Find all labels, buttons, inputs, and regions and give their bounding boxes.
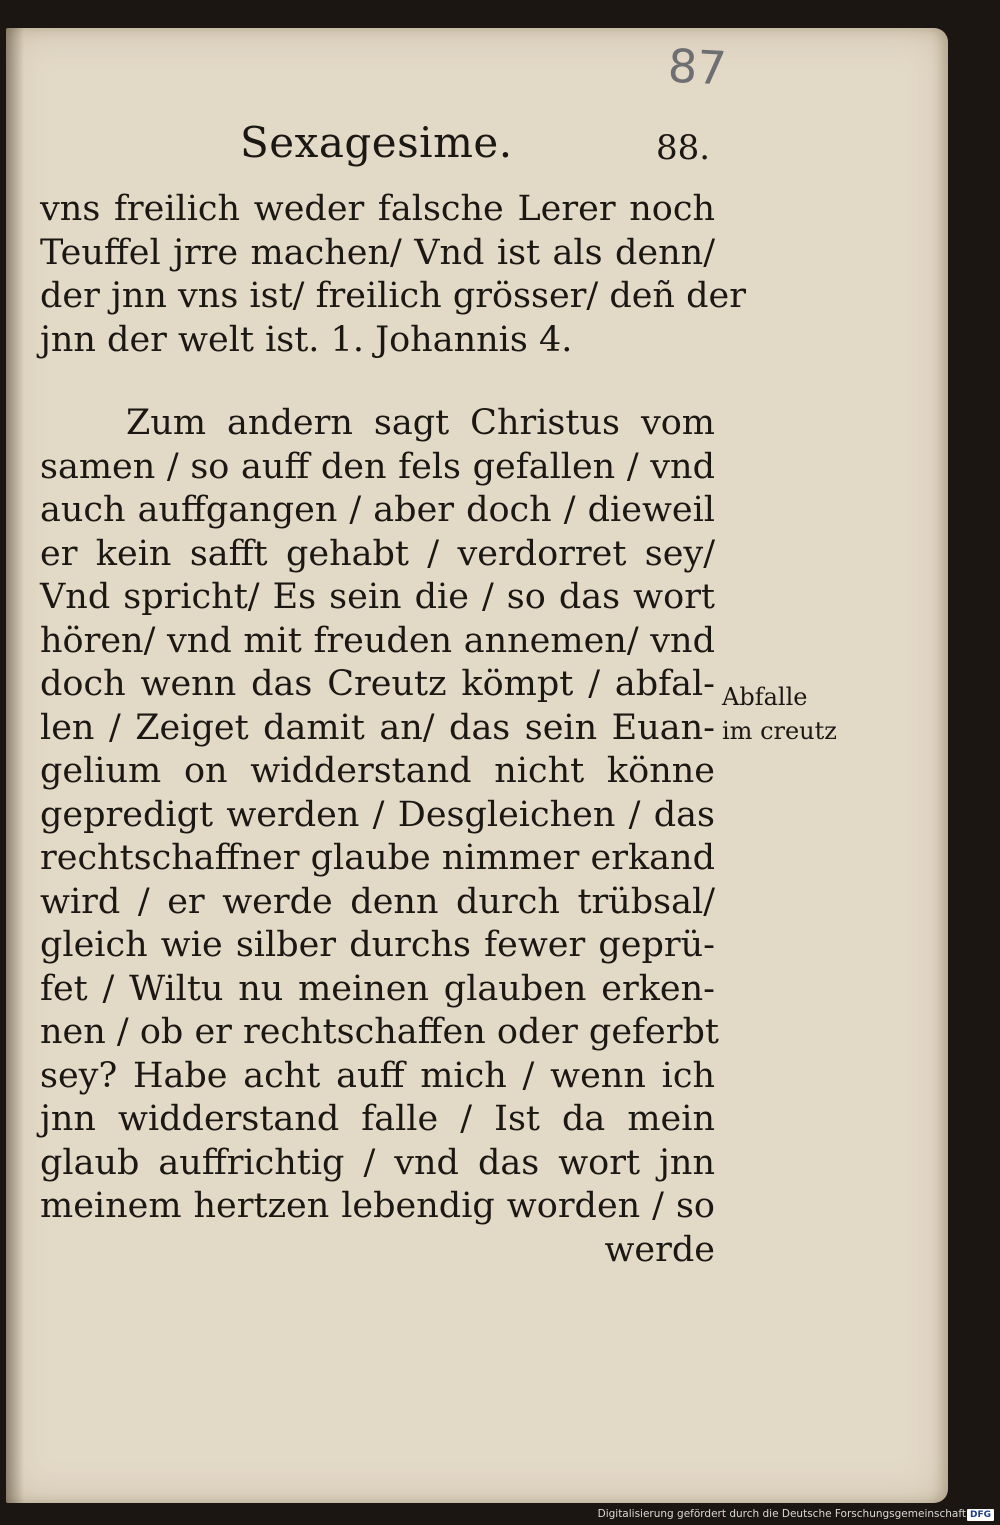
text-line: nen / ob er rechtschaffen oder geferbt [40,1012,719,1052]
marginal-note [722,680,852,748]
page-number: 88. [656,128,711,168]
text-line: Teuffel jrre machen/ Vnd ist als denn/ [40,232,715,273]
text-line: meinem hertzen lebendig worden / so [40,1186,715,1226]
digitization-credit: Digitalisierung gefördert durch die Deutsche Forschungsgemeinschaft [597,1508,966,1520]
text-line: samen / so auff den fels gefallen / vnd [40,446,715,487]
text-line: der jnn vns ist/ freilich grösser/ deñ der [40,276,746,316]
text-line: fet / Wiltu nu meinen glauben erken- [40,968,715,1009]
text-line: jnn widderstand falle / Ist da mein [40,1099,715,1139]
text-line: gepredigt werden / Desgleichen / das [40,794,715,835]
text-line: Zum andern sagt Christus vom [126,403,715,443]
text-line: gelium on widderstand nicht könne [40,751,715,791]
marginal-note-line: Abfalle [722,683,808,711]
dfg-logo: DFG [967,1509,994,1521]
text-line: Vnd spricht/ Es sein die / so das wort [40,577,715,617]
text-line: rechtschaffner glaube nimmer erkand [40,838,715,878]
text-line: er kein safft gehabt / verdorret sey/ [40,533,715,574]
text-line: len / Zeiget damit an/ das sein Euan- [40,707,715,748]
catchword: werde [604,1229,715,1270]
marginal-note-line: im creutz [722,717,837,745]
main-text-block [40,188,746,1272]
text-line: hören/ vnd mit freuden annemen/ vnd [40,620,715,661]
running-title: Sexagesime. [240,118,513,167]
text-line: glaub auffrichtig / vnd das wort jnn [40,1142,715,1183]
text-line: sey? Habe acht auff mich / wenn ich [40,1055,715,1096]
handwritten-folio-number: 87 [666,38,728,96]
text-line: wird / er werde denn durch trübsal/ [40,881,715,922]
text-line: gleich wie silber durchs fewer geprü- [40,925,715,965]
text-line: doch wenn das Creutz kömpt / abfal- [40,664,715,704]
text-line: vns freilich weder falsche Lerer noch [40,189,715,229]
text-line: jnn der welt ist. 1. Johannis 4. [40,319,573,360]
paragraph-gap [40,362,715,402]
binding-shadow [6,28,24,1503]
text-line: auch auffgangen / aber doch / dieweil [40,490,715,530]
